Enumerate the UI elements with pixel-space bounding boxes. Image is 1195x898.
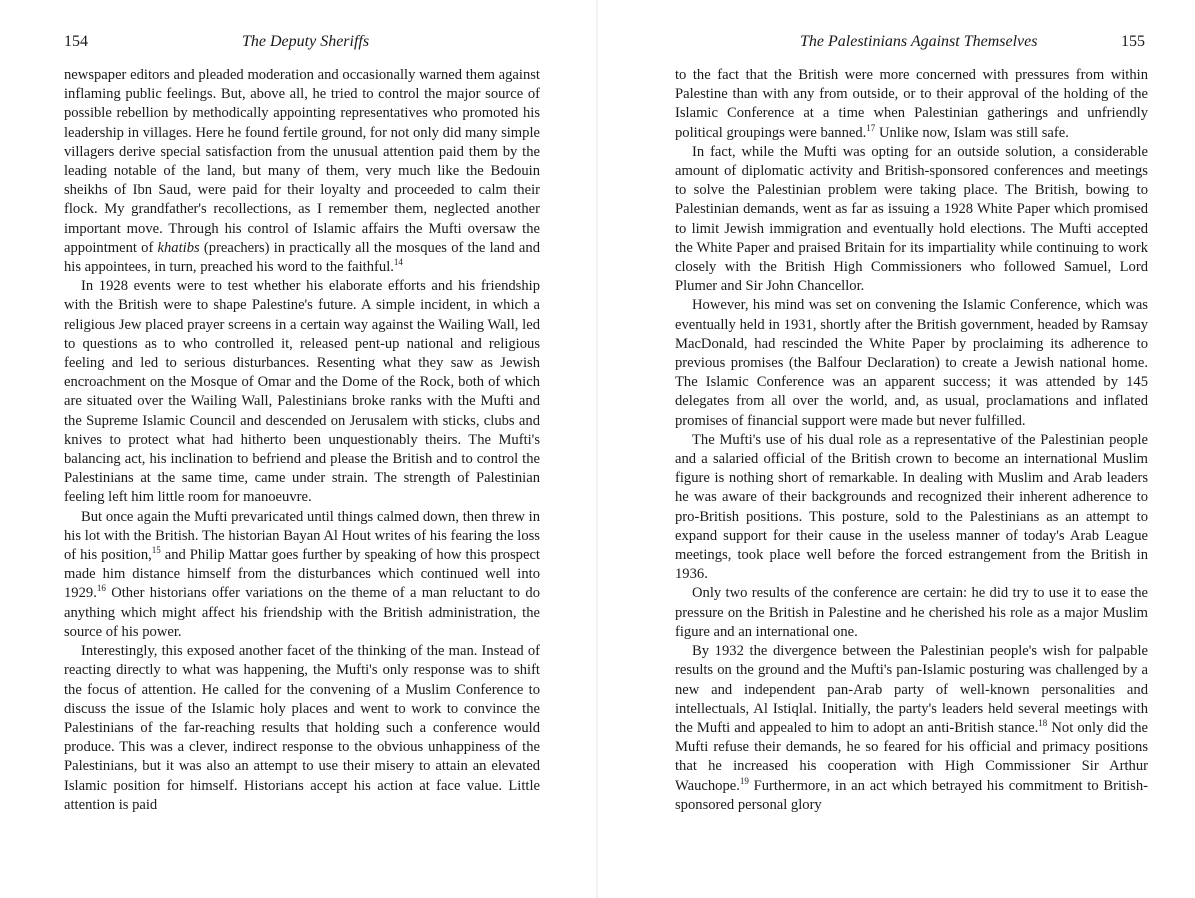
paragraph bbox=[64, 277, 540, 507]
left-page bbox=[0, 0, 597, 898]
text-column bbox=[64, 66, 540, 815]
text-run: (preachers) in practically all the mosques of the land and his appointees, in turn, preached his word to the faithful. bbox=[64, 239, 540, 276]
running-head: The Palestinians Against Themselves bbox=[800, 33, 1038, 50]
text-column bbox=[675, 66, 1148, 815]
footnote-ref: 17 bbox=[866, 122, 876, 133]
paragraph bbox=[675, 143, 1148, 297]
text-run: and Philip Mattar goes further by speaking of how this prospect made him distance himself from the disturbances which continued well into 1929. bbox=[64, 547, 540, 602]
text-run: Unlike now, Islam was still safe. bbox=[875, 124, 1069, 141]
paragraph bbox=[64, 642, 540, 815]
page-number: 154 bbox=[64, 33, 88, 50]
paragraph bbox=[675, 584, 1148, 642]
paragraph bbox=[64, 508, 540, 642]
text-run: In 1928 events were to test whether his elaborate efforts and his friendship with the British were to shape Palestine's future. A simple incident, in which a religious Jew placed prayer screens in a certain way against the Wailing Wall, led to questions as to who controlled it, released pent-up national and religious feeling and led to serious disturbances. Resenting what they saw as Jewish encroachment on the Mosque of Omar and the Dome of the Rock, both of which are situated over the Wailing Wall, Palestinians broke ranks with the Mufti and the Supreme Islamic Council and descended on Jerusalem with sticks, clubs and knives to protect what had hitherto been unquestionably theirs. The Mufti's balancing act, his inclination to befriend and please the British and to control the Palestinians at the same time, came under strain. The strength of Palestinian feeling left him little room for manoeuvre. bbox=[64, 278, 540, 506]
footnote-ref: 16 bbox=[96, 583, 106, 594]
text-run: In fact, while the Mufti was opting for an outside solution, a considerable amount of diplomatic activity and British-sponsored conferences and meetings to solve the Palestinian problem were taking place. The British, bowing to Palestinian demands, went as far as issuing a 1928 White Paper which promised to limit Jewish immigration and eventually hold elections. The Mufti accepted the White Paper and praised Britain for its impartiality while continuing to work closely with the British High Commissioners who followed Samuel, Lord Plumer and Sir John Chancellor. bbox=[675, 143, 1148, 295]
text-run: Other historians offer variations on the theme of a man reluctant to do anything which might affect his friendship with the British administration, the source of his power. bbox=[64, 585, 540, 640]
footnote-ref: 15 bbox=[151, 545, 161, 556]
text-run: By 1932 the divergence between the Palestinian people's wish for palpable results on the ground and the Mufti's pan-Islamic posturing was challenged by a new and independent pan-Arab party of well-known personalities and intellectuals, Al Istiqlal. Initially, the party's leaders held several meetings with the Mufti and appealed to him to adopt an anti-British stance. bbox=[675, 643, 1148, 736]
text-run: But once again the Mufti prevaricated until things calmed down, then threw in his lot with the British. The historian Bayan Al Hout writes of his fearing the loss of his position, bbox=[64, 508, 540, 564]
text-run: Only two results of the conference are certain: he did try to use it to ease the pressure on the British in Palestine and he cherished his role as a major Muslim figure and an international one. bbox=[675, 585, 1148, 640]
running-head: The Deputy Sheriffs bbox=[242, 33, 370, 50]
text-run: However, his mind was set on convening the Islamic Conference, which was eventually held in 1931, shortly after the British government, headed by Ramsay MacDonald, had rescinded the White Paper by proclaiming its adherence to previous promises (the Balfour Declaration) to create a Jewish national home. The Islamic Conference was an apparent success; it was attended by 145 delegates from all over the world, and, as usual, proclamations and inflated promises of financial support were made but never fulfilled. bbox=[675, 297, 1148, 429]
text-run: to the fact that the British were more concerned with pressures from within Palestine than with any from outside, or to their approval of the holding of the Islamic Conference at a time when Palestinian gatherings and unfriendly political groupings were banned. bbox=[675, 67, 1148, 141]
footnote-ref: 18 bbox=[1038, 717, 1048, 728]
page-number: 155 bbox=[1121, 33, 1145, 50]
text-run: Interestingly, this exposed another facet of the thinking of the man. Instead of reacting directly to what was happening, the Mufti's only response was to shift the focus of attention. He called for the convening of a Muslim Conference to discuss the issue of the Islamic holy places and went to work to convince the Palestinians of the far-reaching results that holding such a conference would produce. This was a clever, indirect response to the obvious unhappiness of the Palestinians, but it was also an attempt to use their misery to attain an elevated Islamic position for himself. Historians accept his action at face value. Little attention is paid bbox=[64, 643, 540, 813]
paragraph bbox=[675, 66, 1148, 143]
text-run: Not only did the Mufti refuse their demands, he so feared for his official and primacy positions that he increased his cooperation with High Commissioner Sir Arthur Wauchope. bbox=[675, 719, 1148, 794]
text-run: newspaper editors and pleaded moderation and occasionally warned them against inflaming public feelings. But, above all, he tried to control the major source of possible rebellion by methodically appointing representatives who promoted his leadership in villages. Here he found fertile ground, for not only did many simple villagers derive special satisfaction from the unusual attention paid them by the leading notable of the land, but many of them, very much like the Bedouin sheikhs of Ibn Saud, were paid for their loyalty and proceeded to calm their flock. My grandfather's recollections, as I remember them, neglected another important move. Through his control of Islamic affairs the Mufti oversaw the appointment of bbox=[64, 67, 540, 256]
text-run: The Mufti's use of his dual role as a representative of the Palestinian people and a salaried official of the British crown to become an international Muslim figure is nothing short of remarkable. In dealing with Muslim and Arab leaders he was aware of their backgrounds and recognized their inherent adherence to pro-British positions. This posture, sold to the Palestinians as an attempt to expand support for their cause in the useless manner of today's Arab League meetings, took place well before the forced estrangement from the British in 1936. bbox=[675, 431, 1148, 583]
paragraph bbox=[675, 431, 1148, 585]
right-page bbox=[597, 0, 1195, 898]
paragraph bbox=[675, 296, 1148, 430]
text-run: Furthermore, in an act which betrayed his commitment to British-sponsored personal glory bbox=[675, 777, 1148, 813]
paragraph bbox=[64, 66, 540, 277]
footnote-ref: 14 bbox=[393, 257, 403, 268]
italic-term: khatibs bbox=[157, 239, 200, 256]
footnote-ref: 19 bbox=[739, 775, 749, 786]
paragraph bbox=[675, 642, 1148, 815]
